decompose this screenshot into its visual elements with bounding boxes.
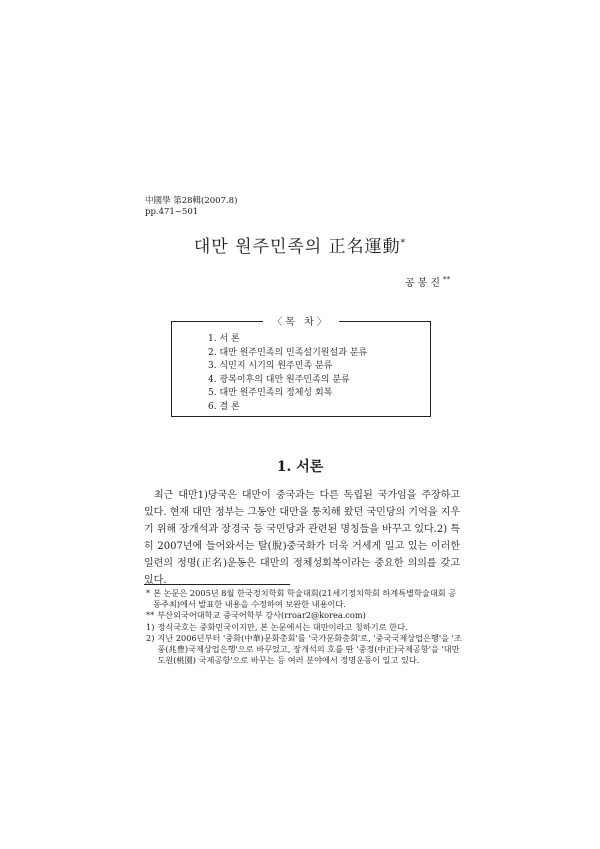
toc-item: 5. 대만 원주민족의 정체성 회복 [208,388,333,399]
footnote-text: 본 논문은 2005년 8월 한국정치학회 학술대회(21세기정치학회 하계특별학술대회 공동주최)에서 발표한 내용을 수정하여 보완한 내용이다. [153,588,457,610]
body-paragraph: 최근 대만1)당국은 대만이 중국과는 다른 독립된 국가임을 주장하고 있다. 현재 대만 정부는 그동안 대만을 통치해 왔던 국민당의 기억을 지우기 위해 장개석과 장경국 등 국민당과 관련된 명칭들을 바꾸고 있다.2) 특히 2007년에 들어와서는 탈(脫)중국화가 더욱 거세게 일고 있는 이러한 일련의 정명(正名)운동은 대만의 정체성회복이라는 중요한 의의를 갖고 있다. [144,490,460,586]
footnote [146,633,462,667]
footnote-mark: 2) [146,632,155,643]
footnote-mark: 1) [146,621,155,632]
footnotes [146,588,462,666]
journal-name: 中國學 第28輯(2007.8) [145,196,238,206]
toc-item: 2. 대만 원주민족의 민족설기원설과 분류 [208,347,368,358]
paper-title [0,232,600,257]
author-footnote-mark: ** [442,275,450,284]
toc-item: 1. 서 론 [208,334,240,344]
body-text [144,487,460,589]
footnote [146,610,462,621]
journal-header [145,196,237,218]
footnote-text: 지난 2006년부터 '중화(中華)문화총회'를 '국가문화총회'로, '중국국제상업은행'을 '조풍(兆豊)국제상업은행'으로 바꾸었고, 장개석의 호를 딴 '중정(中正)국제공항'을 '대만 도원(桃園) 국제공항'으로 바꾸는 등 여러 분야에서 정명운동이 일고 있다. [157,632,462,666]
section-heading: 1. 서론 [276,459,324,475]
toc-heading: 〈목 차〉 [263,313,339,328]
author-name: 공봉진 [405,278,443,289]
author [405,274,450,289]
footnote [146,588,462,610]
toc-item: 6. 결 론 [208,401,240,412]
toc-item: 4. 광복이후의 대만 원주민족의 분류 [208,374,350,385]
footnote-mark: ** [146,610,155,621]
toc-item: 3. 식민지 시기의 원주민족 분류 [208,361,333,372]
page-range: pp.471~501 [145,207,199,217]
footnote-text: 정식국호는 중화민국이지만, 본 논문에서는 대만이라고 칭하기로 한다. [157,621,408,632]
title-footnote-mark: * [400,238,407,249]
footnote [146,622,462,633]
footnote-divider [144,584,290,585]
toc-list [208,333,367,415]
footnote-mark: * [146,588,151,598]
paper-title-text: 대만 원주민족의 正名運動 [193,237,401,257]
footnote-text: 부산외국어대학교 중국어학부 강사(rroar2@korea.com) [157,610,366,621]
